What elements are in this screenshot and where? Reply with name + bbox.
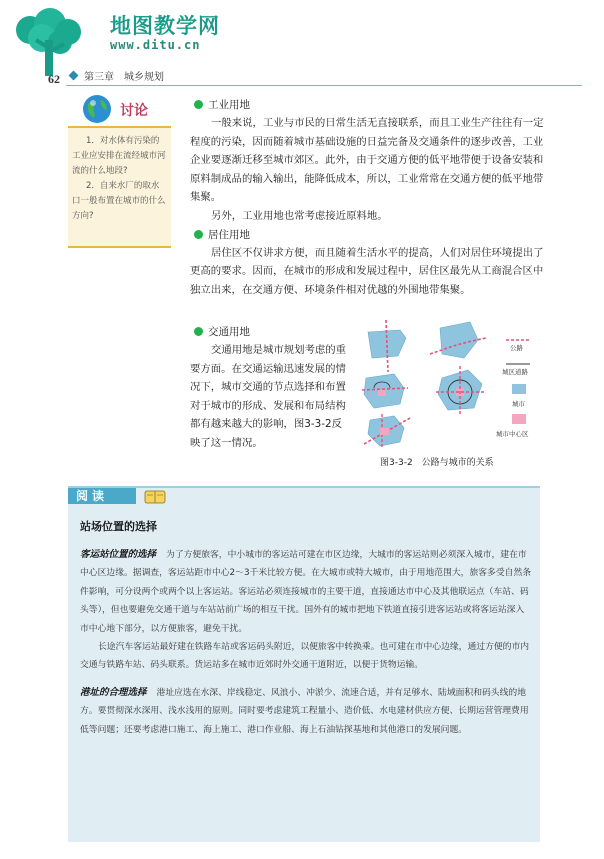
figure-panel-3 [362, 374, 408, 408]
legend-city-swatch [512, 384, 526, 394]
section-heading-transport: 交通用地 [190, 323, 350, 341]
reading-label: 阅读 [76, 489, 109, 503]
discussion-question-2: 2．自来水厂的取水口一般布置在城市的什么方向? [72, 181, 166, 221]
discussion-title: 讨论 [120, 103, 148, 119]
reading-body [80, 546, 532, 739]
chapter-title: 第三章 城乡规划 [84, 72, 164, 83]
figure-panel-2 [430, 322, 486, 358]
legend-center-label: 城市中心区 [496, 430, 529, 438]
green-bullet-icon [194, 100, 203, 109]
transport-section [190, 323, 350, 453]
discussion-question-1: 1．对水体有污染的工业应安排在流经城市河流的什么地段? [72, 136, 166, 176]
figure-panel-4 [436, 366, 484, 414]
paragraph: 一般来说，工业与市民的日常生活无直接联系，而且工业生产往往有一定程度的污染，因而随着城市基础设施的日益完备及交通条件的逐步改善，工业企业要逐渐迁移至城市郊区。此外，由于交通方便的低平地带便于设备安装和原料制成品的输入输出，能降低成本，所以，工业常常在交通方便的低平地带集聚。 [190, 117, 544, 204]
figure-caption: 图3-3-2 公路与城市的关系 [380, 458, 494, 468]
reading-paragraph: 长途汽车客运站最好建在铁路车站或客运码头附近，以便旅客中转换乘。也可建在市中心边缘，通过方便的市内交通与铁路车站、码头联系。货运站多在城市近郊时外交通干道附近，以便于货物运输。 [80, 642, 530, 671]
page-number: 62 [48, 72, 60, 86]
green-bullet-icon [194, 230, 203, 239]
globe-icon [82, 94, 112, 124]
book-icon [144, 490, 166, 504]
paragraph: 居住区不仅讲求方便，而且随着生活水平的提高，人们对居住环境提出了更高的要求。因而，在城市的形成和发展过程中，居住区最先从工商混合区中独立出来，在交通方便、环境条件相对优越的外围地带集聚。 [190, 246, 544, 296]
diamond-bullet-icon [69, 71, 79, 81]
legend-road-label: 公路 [510, 344, 523, 352]
section-heading-industrial: 工业用地 [190, 96, 548, 114]
legend-center-swatch [512, 414, 526, 424]
reading-subhead: 客运站位置的选择 [80, 549, 157, 560]
reading-title: 站场位置的选择 [80, 520, 157, 533]
legend-street-label: 城区道路 [502, 368, 528, 376]
reading-tab [68, 488, 136, 504]
paragraph: 另外，工业用地也常考虑接近原料地。 [211, 209, 388, 222]
reading-box [68, 486, 540, 842]
brand-url: www.ditu.cn [110, 38, 201, 52]
section-heading-residential: 居住用地 [190, 226, 548, 244]
green-bullet-icon [194, 327, 203, 336]
chapter-header [66, 68, 582, 86]
figure-legend [496, 340, 530, 438]
legend-city-label: 城市 [512, 400, 525, 408]
road-city-figure [360, 318, 548, 468]
reading-paragraph: 客运站位置的选择 为了方便旅客，中小城市的客运站可建在市区边缘，大城市的客运站则必须深入城市，建在市中心区边缘。据调查，客运站距市中心2～3千米比较方便。在大城市或特大城市，由于用地范围大，旅客多受自然条件影响，可分设两个或两个以上客运站。客运站必须连接城市的主要干道，直接通达市中心及其他联运点（车站、码头等），但也要避免交通干道与车站站前广场的相互干扰。国外有的城市把地下铁道直接引进客运站或将客运站深入市中心地下部分，以方便旅客，避免干扰。 [80, 549, 532, 634]
figure-panel-1 [368, 320, 406, 372]
brand-title: 地图教学网 [110, 14, 220, 38]
main-text [190, 96, 548, 299]
figure-panel-5 [364, 414, 410, 448]
paragraph: 交通用地是城市规划考虑的重要方面。在交通运输迅速发展的情况下，城市交通的节点选择和布置对于城市的形成、发展和布局结构都有越来越大的影响，图3-3-2反映了这一情况。 [190, 344, 347, 449]
reading-paragraph: 港址的合理选择 港址应选在水深、岸线稳定、风浪小、冲淤少、流速合适，并有足够水、陆域面积和码头线的地方。要贯彻深水深用、浅水浅用的原则。同时要考虑建筑工程量小、造价低、水电建材供应方便、长期运营管理费用低等问题；还要考虑港口施工、海上施工、港口作业船、海上石油钻探基地和其他港口的发展问题。 [80, 686, 529, 735]
discussion-box [68, 126, 171, 248]
reading-subhead: 港址的合理选择 [80, 686, 147, 698]
